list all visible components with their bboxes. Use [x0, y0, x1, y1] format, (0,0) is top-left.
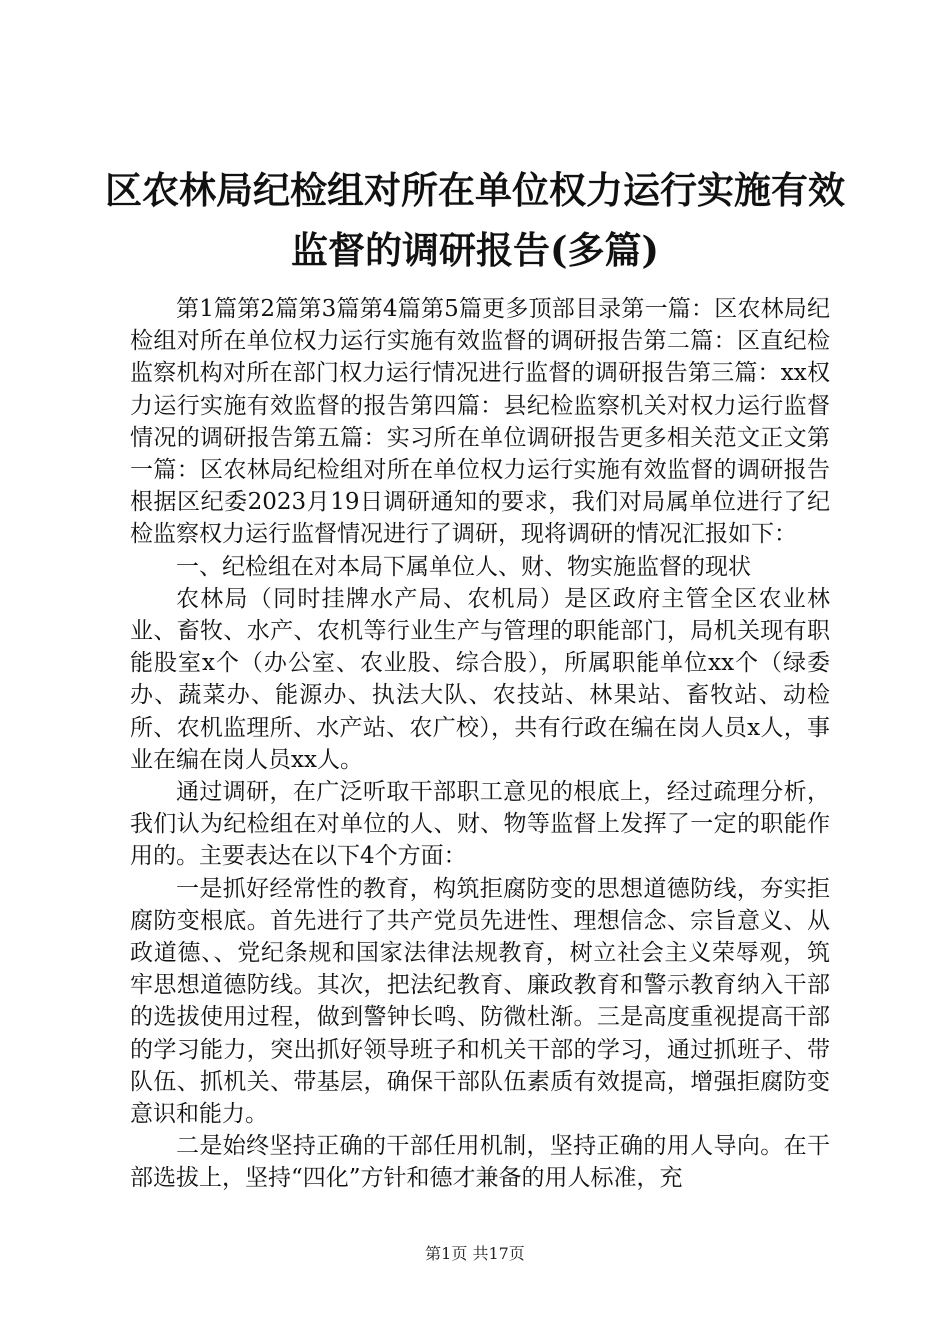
paragraph-section-heading: 一、纪检组在对本局下属单位人、财、物实施监督的现状: [176, 553, 751, 580]
paragraph-toc-intro: 第1篇第2篇第3篇第4篇第5篇更多顶部目录第一篇：区农林局纪检组对所在单位权力运行实施有效监督的调研报告第二篇：区直纪检监察机构对所在部门权力运行情况进行监督的调研报告第三篇：xx权力运行实施有效监督的报告第四篇：县纪检监察机关对权力运行监督情况的调研报告第五篇：实习所在单位调研报告更多相关范文正文第一篇：区农林局纪检组对所在单位权力运行实施有效监督的调研报告根据区纪委2023月19日调研通知的要求，我们对局属单位进行了纪检监察权力运行监督情况进行了调研，现将调研的情况汇报如下：: [130, 296, 830, 548]
title-line-2: 监督的调研报告(多篇): [290, 228, 659, 272]
paragraph-survey-summary: 通过调研，在广泛听取干部职工意见的根底上，经过疏理分析，我们认为纪检组在对单位的人、财、物等监督上发挥了一定的职能作用的。主要表达在以下4个方面：: [130, 779, 830, 870]
page-number-label: 第1页 共17页: [425, 1244, 525, 1263]
paragraph-point-two: 二是始终坚持正确的干部任用机制，坚持正确的用人导向。在干部选拔上，坚持“四化”方针和德才兼备的用人标准，充: [130, 1133, 830, 1192]
title-line-1: 区农林局纪检组对所在单位权力运行实施有效: [105, 168, 845, 212]
paragraph-point-one: 一是抓好经常性的教育，构筑拒腐防变的思想道德防线，夯实拒腐防变根底。首先进行了共产党员先进性、理想信念、宗旨意义、从政道德、、党纪条规和国家法律法规教育，树立社会主义荣辱观，筑牢思想道德防线。其次，把法纪教育、廉政教育和警示教育纳入干部的选拔使用过程，做到警钟长鸣、防微杜渐。三是高度重视提高干部的学习能力，突出抓好领导班子和机关干部的学习，通过抓班子、带队伍、抓机关、带基层，确保干部队伍素质有效提高，增强拒腐防变意识和能力。: [130, 875, 830, 1128]
paragraph-bureau-overview: 农林局（同时挂牌水产局、农机局）是区政府主管全区农业林业、畜牧、水产、农机等行业生产与管理的职能部门，局机关现有职能股室x个（办公室、农业股、综合股），所属职能单位xx个（绿委办、蔬菜办、能源办、执法大队、农技站、林果站、畜牧站、动检所、农机监理所、水产站、农广校），共有行政在编在岗人员x人，事业在编在岗人员xx人。: [130, 585, 830, 773]
document-title: [95, 160, 855, 280]
document-body: [130, 293, 830, 1195]
page-footer: [0, 1244, 950, 1264]
